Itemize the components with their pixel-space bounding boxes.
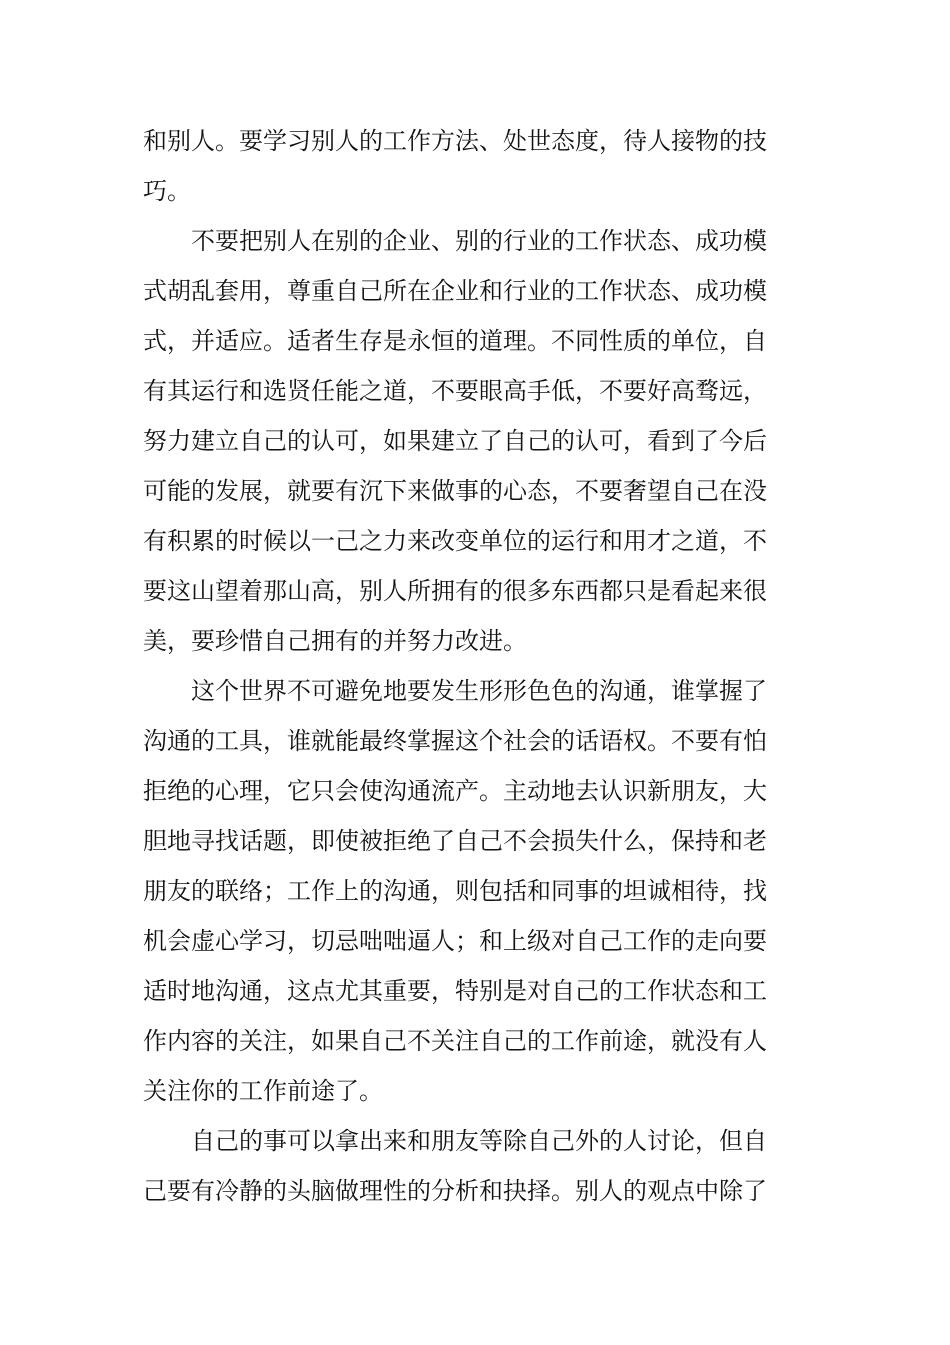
text-line: 美，要珍惜自己拥有的并努力改进。: [143, 627, 527, 655]
text-line: 朋友的联络；工作上的沟通，则包括和同事的坦诚相待，找: [143, 877, 767, 905]
text-line: 沟通的工具，谁就能最终掌握这个社会的话语权。不要有怕: [143, 727, 767, 755]
text-line: 作内容的关注，如果自己不关注自己的工作前途，就没有人: [143, 1027, 767, 1055]
text-line: 机会虚心学习，切忌咄咄逼人；和上级对自己工作的走向要: [143, 927, 767, 955]
text-line: 巧。: [143, 177, 191, 205]
paragraph-start-line: 这个世界不可避免地要发生形形色色的沟通，谁掌握了: [191, 677, 767, 705]
text-line: 要这山望着那山高，别人所拥有的很多东西都只是看起来很: [143, 577, 767, 605]
paragraph-start-line: 自己的事可以拿出来和朋友等除自己外的人讨论，但自: [191, 1127, 767, 1155]
text-line: 有其运行和选贤任能之道，不要眼高手低，不要好高骛远，: [143, 377, 767, 405]
paragraph-start-line: 不要把别人在别的企业、别的行业的工作状态、成功模: [191, 227, 767, 255]
text-line: 关注你的工作前途了。: [143, 1077, 383, 1105]
text-line: 拒绝的心理，它只会使沟通流产。主动地去认识新朋友，大: [143, 777, 767, 805]
text-line: 式胡乱套用，尊重自己所在企业和行业的工作状态、成功模: [143, 277, 767, 305]
text-line: 和别人。要学习别人的工作方法、处世态度，待人接物的技: [143, 127, 767, 155]
text-line: 适时地沟通，这点尤其重要，特别是对自己的工作状态和工: [143, 977, 767, 1005]
text-line: 有积累的时候以一己之力来改变单位的运行和用才之道，不: [143, 527, 767, 555]
body-text: [143, 116, 767, 1216]
text-line: 努力建立自己的认可，如果建立了自己的认可，看到了今后: [143, 427, 767, 455]
text-line: 己要有冷静的头脑做理性的分析和抉择。别人的观点中除了: [143, 1177, 767, 1205]
text-line: 式，并适应。适者生存是永恒的道理。不同性质的单位，自: [143, 327, 767, 355]
text-line: 可能的发展，就要有沉下来做事的心态，不要奢望自己在没: [143, 477, 767, 505]
text-line: 胆地寻找话题，即使被拒绝了自己不会损失什么，保持和老: [143, 827, 767, 855]
